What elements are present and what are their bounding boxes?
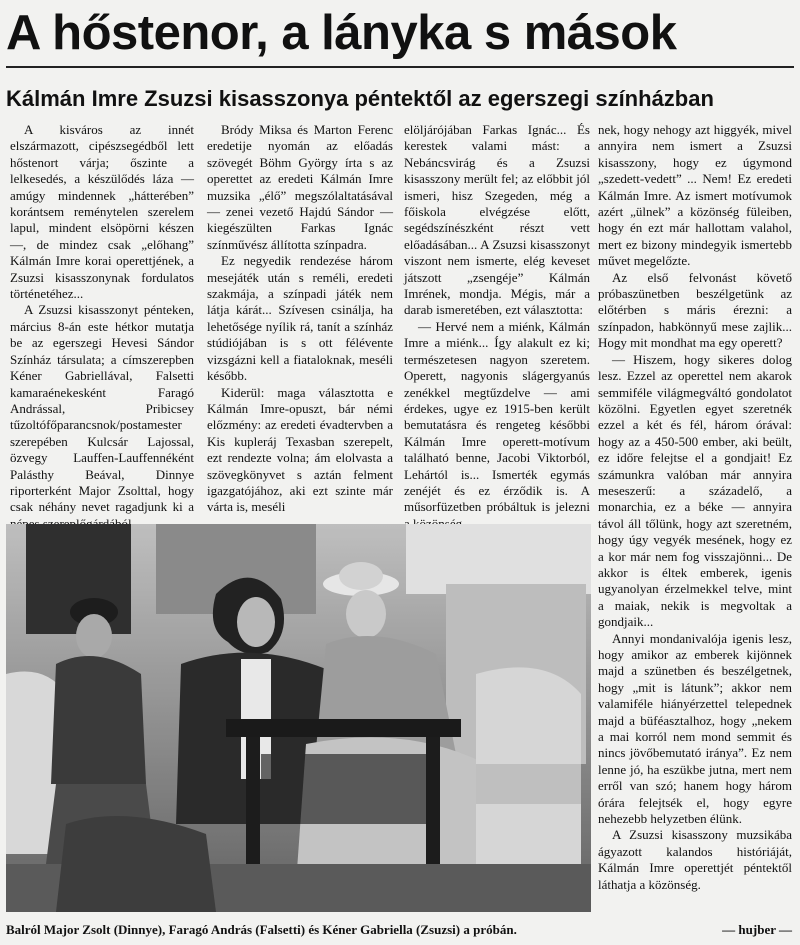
paragraph: — Hervé nem a miénk, Kálmán Imre a miénk... Így alakult ez ki; természetesen nagyon szeretem. Operett, nagyonis slágergyanús zenékkel megtűzdelve — ami érdekes, ugye ez 1915-ben került bemutatásra és rengeteg későbbi Kálmán Imre operett-motívum található benne, Jacobi Viktorból, Lehártól is... Ismerték egymás zenéjét és ez érződik is. A műsorfüzetben próbáltuk is jelezni (404, 318, 590, 515)
paragraph: Kiderül: maga választotta e Kálmán Imre-opuszt, bár némi előzmény: az eredeti évadtervben a Kis kupleráj Texasban szerepelt, ezt rendezte volna; ám elolvasta a szövegkönyvet s aztán felment igazgatójához, aki ezt szinte már várta is, meséli (207, 384, 393, 515)
paragraph: Az első felvonást követő próbaszünetben beszélgetünk az előtérben s máris érezni: a színpadon, habkönnyű mese zajlik... Hogy mit mondhat ma egy operett? (598, 269, 792, 351)
article-column-2 (207, 122, 393, 522)
byline: — hujber — (722, 922, 792, 937)
paragraph: A kisváros az innét elszármazott, cipészsegédből lett hőstenort várja; őszinte a lelkesedés, a készülődés láza — amúgy mindennek „hátterében” korántsem reménytelen szerelem lapul, mindent elsöpörni készen —, de mindez csak „előhang” Kálmán Imre korai operettjének, a Zsuzsi kisasszonynak fordulatos történetéhez... (10, 122, 194, 302)
paragraph: Ez negyedik rendezése három mesejáték után s reméli, eredeti szakmája, a színpadi játék nem látja kárát... Szívesen csinálja, ha lehetősége nyílik rá, tanít a színház stúdiójában is s ott félévente vizsgázni kell a fiataloknak, meséli később. (207, 253, 393, 384)
paragraph: Annyi mondanivalója igenis lesz, hogy amikor az emberek kijönnek majd a szünetben és beszélgetnek, hogy „mit is látunk”; akkor nem valamiféle hiányérzettel telepednek majd a büféasztalhoz, hogy „nekem a mai korról nem mond semmit és nincs jövőbemutató iránya”. Ez nem lenne jó, ha eszükbe jutna, mert nem erről van szó; hanem hogy három órára felejtsék el, hogy egyre nehezebb helyzetben élünk. (598, 630, 792, 827)
photo-caption: Balról Major Zsolt (Dinnye), Faragó András (Falsetti) és Kéner Gabriella (Zsuzsi) a próbán. (6, 922, 517, 937)
article-column-1 (10, 122, 194, 522)
paragraph: A Zsuzsi kisasszonyt pénteken, március 8-án este hétkor mutatja be az egerszegi Hevesi Sándor Színház társulata; a címszerepben Kéner Gabriellával, Falsetti kamaraénekesként Faragó Andrással, Pribicsey tűzoltófőparancsnok/postamester szerepében Kulcsár Lajossal, özvegy Lauffen-Lauffennéként Palásthy Beával, Dinnye riporterként Major Zsolttal, hogy csak néhány nevet ragadjunk ki a (10, 302, 194, 515)
subheadline: Kálmán Imre Zsuzsi kisasszonya péntektől az egerszegi színházban (6, 86, 714, 111)
paragraph: A Zsuzsi kisasszony muzsikába ágyazott kalandos históriáját, Kálmán Imre operettjét péntektől láthatja a közönség. (598, 827, 792, 892)
headline: A hőstenor, a lányka s mások (6, 6, 677, 60)
article-column-4 (598, 122, 792, 928)
rehearsal-photo-illustration (6, 524, 591, 912)
paragraph: elöljárójában Farkas Ignác... És kerestek valami mást: a Nebáncsvirág és a Zsuzsi kisasszony merült fel; az előbbit jól ismeri, hisz Szegeden, még a főiskola elvégzése előtt, segédszínészként részt vett előadásában... A Zsuzsi kisasszonyt viszont nem ismerte, elég keveset játszott „zsengéje” Kálmán Imrének, mondja. Mégis, már a darab ismeretében, ezt választotta: (404, 122, 590, 318)
article-column-3 (404, 122, 590, 522)
headline-rule (6, 66, 794, 68)
rehearsal-photo (6, 524, 591, 912)
paragraph: — Hiszem, hogy sikeres dolog lesz. Ezzel az operettel nem akarok semmiféle világmegváltó gondolatot közölni. Egyetlen egyet szeretnék ezzel a két és fél, három órával: hogy az a 450-500 ember, aki beült, ez időre felejtse el a gondjait! Ez számunkra valóban már annyira meseszerű: a századelő, a monarchia, ez a béke — annyira távol áll tőlünk, hogy azt szeretném, hogy úgy vegyék mesének, hogy ez a kor már nem fog visszajönni... De akkor is éltek emberek, igenis ugyanolyan érzelmekkel telve, mint a maiak, nekik is megvoltak a gondjaik... (598, 351, 792, 630)
paragraph: nek, hogy nehogy azt higgyék, mivel annyira nem ismert a Zsuzsi kisasszony, hogy ez úgymond „szedett-vedett” ... Nem! Ez eredeti Kálmán Imre. Az ismert motívumok azért „ülnek” a közönség füleiben, hogy én ezt már hallottam valahol, mert ez bizony mindegyik ismertebb művet megelőzte. (598, 122, 792, 269)
paragraph: Bródy Miksa és Marton Ferenc eredetije nyomán az előadás szövegét Böhm György írta s az operettet az eredeti Kálmán Imre muzsika „élő” megszólaltatásával — zenei vezető Hajdú Sándor — kiegészülten Farkas Ignác színművész állította színpadra. (207, 122, 393, 252)
